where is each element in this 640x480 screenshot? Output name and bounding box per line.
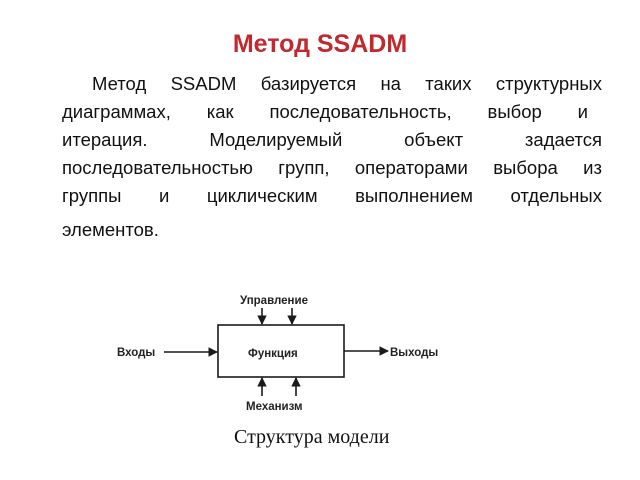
diagram-caption: Структура модели	[234, 426, 390, 448]
word: как	[206, 101, 234, 122]
word: на	[380, 73, 401, 94]
word: Метод	[92, 73, 147, 94]
word: и	[577, 101, 588, 122]
word: циклическим	[206, 185, 318, 206]
word: группы	[62, 185, 122, 206]
word: задается	[524, 129, 602, 150]
word: таких	[425, 73, 472, 94]
control-label: Управление	[240, 295, 308, 307]
mechanism-label: Механизм	[246, 401, 303, 413]
inputs-label: Входы	[117, 347, 156, 359]
word: элементов.	[62, 219, 159, 240]
word: структурных	[495, 73, 602, 94]
word: объект	[404, 129, 464, 150]
slide-title: Метод SSADM	[232, 30, 408, 58]
word: отдельных	[510, 185, 602, 206]
word: выбора	[493, 157, 558, 178]
word: базируется	[260, 73, 357, 94]
outputs-label: Выходы	[390, 347, 439, 359]
word: выполнением	[355, 185, 473, 206]
word: последовательность,	[269, 101, 452, 122]
function-label: Функция	[248, 348, 298, 360]
word: операторами	[354, 157, 468, 178]
word: групп,	[278, 157, 330, 178]
word: диаграммах,	[62, 101, 171, 122]
word: выбор	[487, 101, 542, 122]
word: итерация.	[62, 129, 148, 150]
word: и	[158, 185, 170, 206]
word: из	[583, 157, 602, 178]
word: SSADM	[170, 73, 237, 94]
word: последовательностью	[62, 157, 253, 178]
word: Моделируемый	[209, 129, 343, 150]
